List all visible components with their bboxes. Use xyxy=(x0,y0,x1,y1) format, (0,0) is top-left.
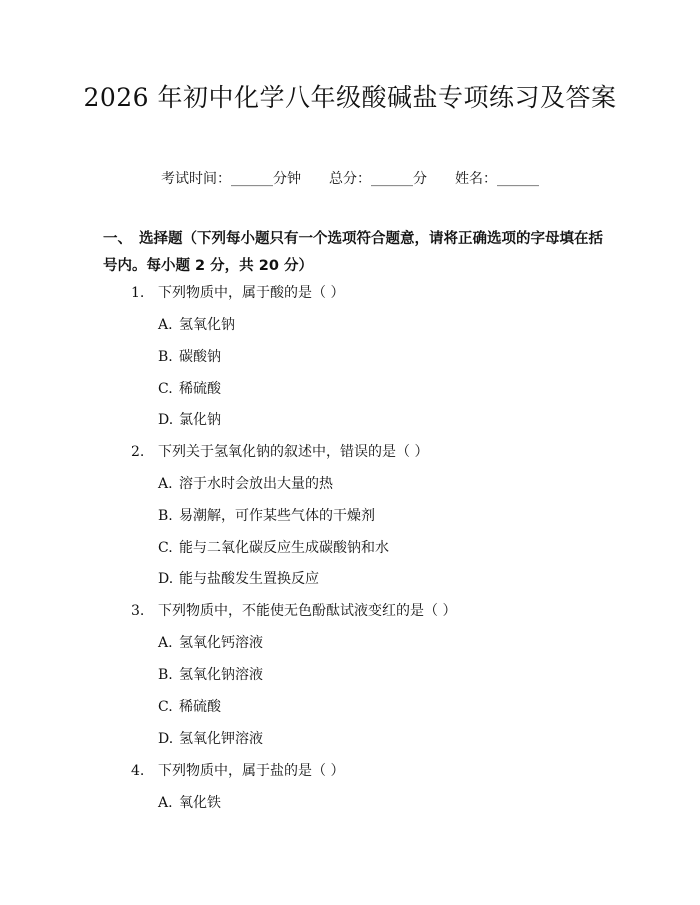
question-number: 2. xyxy=(131,444,145,460)
option-label: B. xyxy=(158,349,173,365)
question-2-option-b xyxy=(158,505,375,525)
question-3-option-b xyxy=(158,664,263,684)
option-text: 易潮解，可作某些气体的干燥剂 xyxy=(179,508,375,524)
question-number: 1. xyxy=(131,285,145,301)
exam-meta xyxy=(0,168,700,188)
section-number: 一、 xyxy=(103,231,132,247)
question-1-option-a xyxy=(158,314,235,334)
section-heading xyxy=(103,226,603,280)
option-label: A. xyxy=(158,795,173,811)
option-text: 氢氧化钠溶液 xyxy=(179,667,263,683)
question-2 xyxy=(131,441,428,461)
document-title: 2026 年初中化学八年级酸碱盐专项练习及答案 xyxy=(83,83,617,112)
question-text: 下列物质中，不能使无色酚酞试液变红的是（ ） xyxy=(158,603,457,619)
question-2-option-a xyxy=(158,473,333,493)
option-text: 碳酸钠 xyxy=(179,349,221,365)
option-text: 溶于水时会放出大量的热 xyxy=(179,476,333,492)
question-number: 3. xyxy=(131,603,145,619)
question-4 xyxy=(131,760,344,780)
option-text: 稀硫酸 xyxy=(179,699,221,715)
option-label: C. xyxy=(158,540,173,556)
question-1 xyxy=(131,282,344,302)
option-label: B. xyxy=(158,667,173,683)
question-3-option-c xyxy=(158,696,221,716)
question-text: 下列物质中，属于盐的是（ ） xyxy=(158,763,345,779)
question-text: 下列物质中，属于酸的是（ ） xyxy=(158,285,345,301)
option-label: A. xyxy=(158,317,173,333)
student-name-field: 姓名：______ xyxy=(455,171,539,187)
option-label: C. xyxy=(158,381,173,397)
question-number: 4. xyxy=(131,763,145,779)
option-label: D. xyxy=(158,412,174,428)
question-2-option-c xyxy=(158,537,389,557)
question-1-option-d xyxy=(158,409,221,429)
question-1-option-b xyxy=(158,346,221,366)
option-text: 氯化钠 xyxy=(179,412,221,428)
option-text: 氢氧化钙溶液 xyxy=(179,635,263,651)
option-label: B. xyxy=(158,508,173,524)
question-3-option-d xyxy=(158,728,263,748)
option-text: 氢氧化钠 xyxy=(179,317,235,333)
section-instructions: 选择题（下列每小题只有一个选项符合题意，请将正确选项的字母填在括号内。每小题 2 分，共 20 分） xyxy=(103,231,603,274)
option-label: C. xyxy=(158,699,173,715)
option-label: D. xyxy=(158,731,174,747)
option-text: 氢氧化钾溶液 xyxy=(179,731,263,747)
question-1-option-c xyxy=(158,378,221,398)
option-label: A. xyxy=(158,476,173,492)
option-text: 稀硫酸 xyxy=(179,381,221,397)
option-text: 能与二氧化碳反应生成碳酸钠和水 xyxy=(179,540,389,556)
question-4-option-a xyxy=(158,792,221,812)
question-2-option-d xyxy=(158,568,319,588)
option-label: A. xyxy=(158,635,173,651)
question-3 xyxy=(131,600,456,620)
question-3-option-a xyxy=(158,632,263,652)
question-text: 下列关于氢氧化钠的叙述中，错误的是（ ） xyxy=(158,444,429,460)
option-text: 能与盐酸发生置换反应 xyxy=(179,571,319,587)
option-text: 氧化铁 xyxy=(179,795,221,811)
exam-time-field: 考试时间：______分钟 xyxy=(161,171,301,187)
option-label: D. xyxy=(158,571,174,587)
total-score-field: 总分：______分 xyxy=(329,171,427,187)
